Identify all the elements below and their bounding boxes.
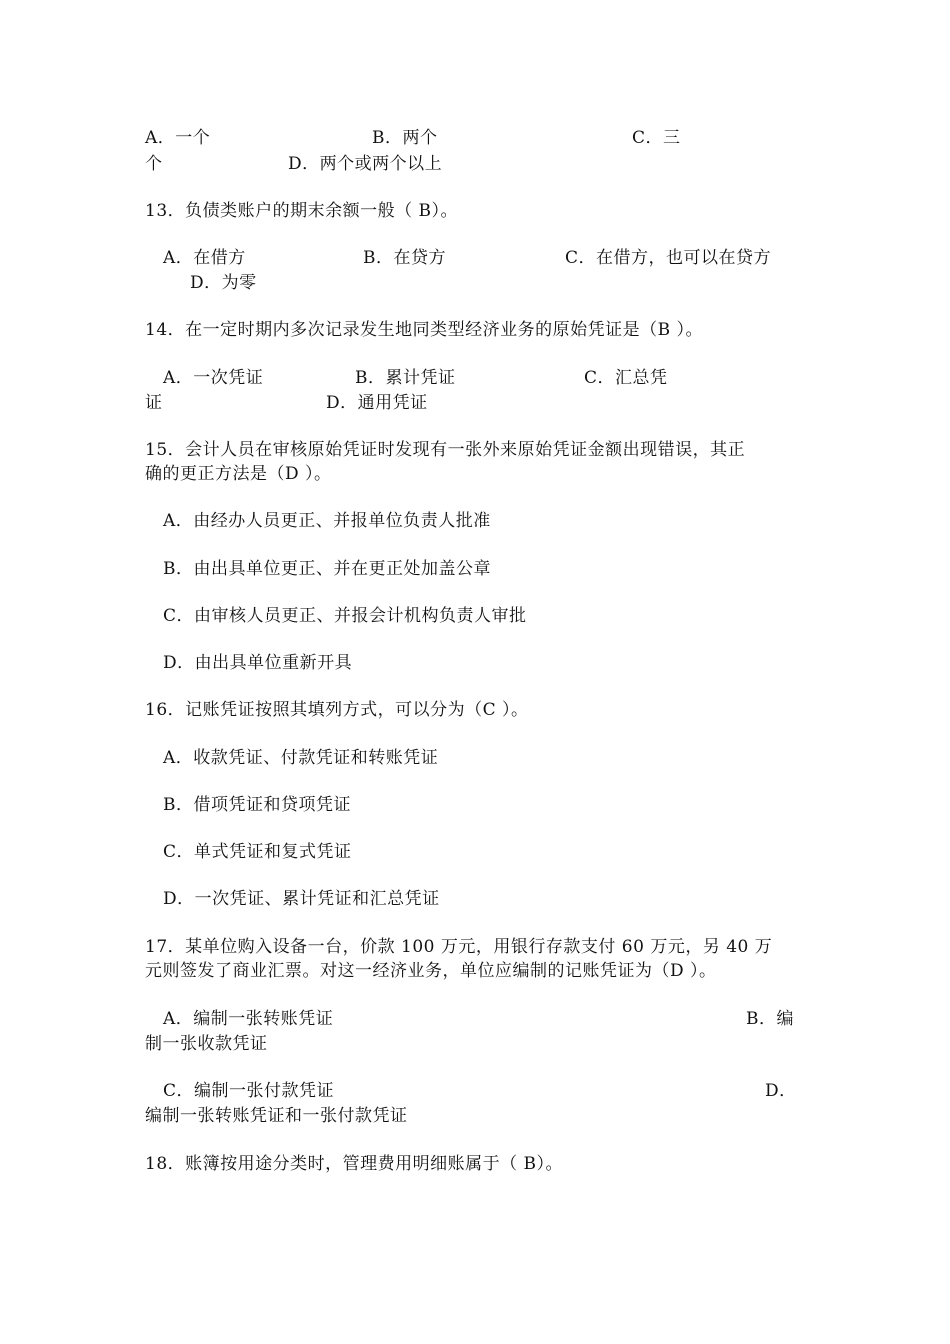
q14-option-d: D．通用凭证 — [326, 393, 428, 413]
q13-option-a: A．在借方 — [163, 248, 246, 268]
q12-option-d: D．两个或两个以上 — [288, 154, 443, 174]
q13-option-b: B．在贷方 — [363, 248, 446, 268]
q17-option-c: C．编制一张付款凭证 — [163, 1081, 335, 1101]
q14-stem: 14．在一定时期内多次记录发生地同类型经济业务的原始凭证是（B ）。 — [145, 320, 704, 340]
q14-option-c-start: C．汇总凭 — [584, 368, 668, 388]
q12-option-b: B．两个 — [372, 128, 438, 148]
q17-option-d-start: D． — [765, 1081, 797, 1101]
q13-option-d: D．为零 — [190, 273, 257, 293]
q15-stem-line1: 15．会计人员在审核原始凭证时发现有一张外来原始凭证金额出现错误，其正 — [145, 440, 746, 460]
q12-option-c-end: 个 — [145, 154, 163, 174]
q14-option-c-end: 证 — [145, 393, 163, 413]
q12-option-c-start: C．三 — [632, 128, 681, 148]
q14-option-b: B．累计凭证 — [355, 368, 456, 388]
q17-option-b-end: 制一张收款凭证 — [145, 1034, 268, 1054]
q16-option-b: B．借项凭证和贷项凭证 — [163, 795, 351, 815]
q16-stem: 16．记账凭证按照其填列方式，可以分为（C ）。 — [145, 700, 529, 720]
q17-option-b-start: B．编 — [746, 1009, 794, 1029]
q18-stem: 18．账簿按用途分类时，管理费用明细账属于（ B）。 — [145, 1154, 564, 1174]
q16-option-c: C．单式凭证和复式凭证 — [163, 842, 352, 862]
q15-option-c: C．由审核人员更正、并报会计机构负责人审批 — [163, 606, 527, 626]
q15-option-b: B．由出具单位更正、并在更正处加盖公章 — [163, 559, 491, 579]
q15-stem-line2: 确的更正方法是（D ）。 — [145, 464, 332, 484]
q17-stem-line1: 17．某单位购入设备一台，价款 100 万元，用银行存款支付 60 万元，另 40 万 — [145, 937, 773, 957]
q15-option-a: A．由经办人员更正、并报单位负责人批准 — [163, 511, 491, 531]
q12-option-a: A．一个 — [145, 128, 211, 148]
q17-option-a: A．编制一张转账凭证 — [163, 1009, 334, 1029]
q16-option-a: A．收款凭证、付款凭证和转账凭证 — [163, 748, 439, 768]
q13-stem: 13．负债类账户的期末余额一般（ B）。 — [145, 201, 459, 221]
q16-option-d: D．一次凭证、累计凭证和汇总凭证 — [163, 889, 440, 909]
q13-option-c: C．在借方，也可以在贷方 — [565, 248, 772, 268]
q15-option-d: D．由出具单位重新开具 — [163, 653, 353, 673]
q17-option-d-end: 编制一张转账凭证和一张付款凭证 — [145, 1106, 408, 1126]
q17-stem-line2: 元则签发了商业汇票。对这一经济业务，单位应编制的记账凭证为（D ）。 — [145, 961, 717, 981]
q14-option-a: A．一次凭证 — [163, 368, 264, 388]
